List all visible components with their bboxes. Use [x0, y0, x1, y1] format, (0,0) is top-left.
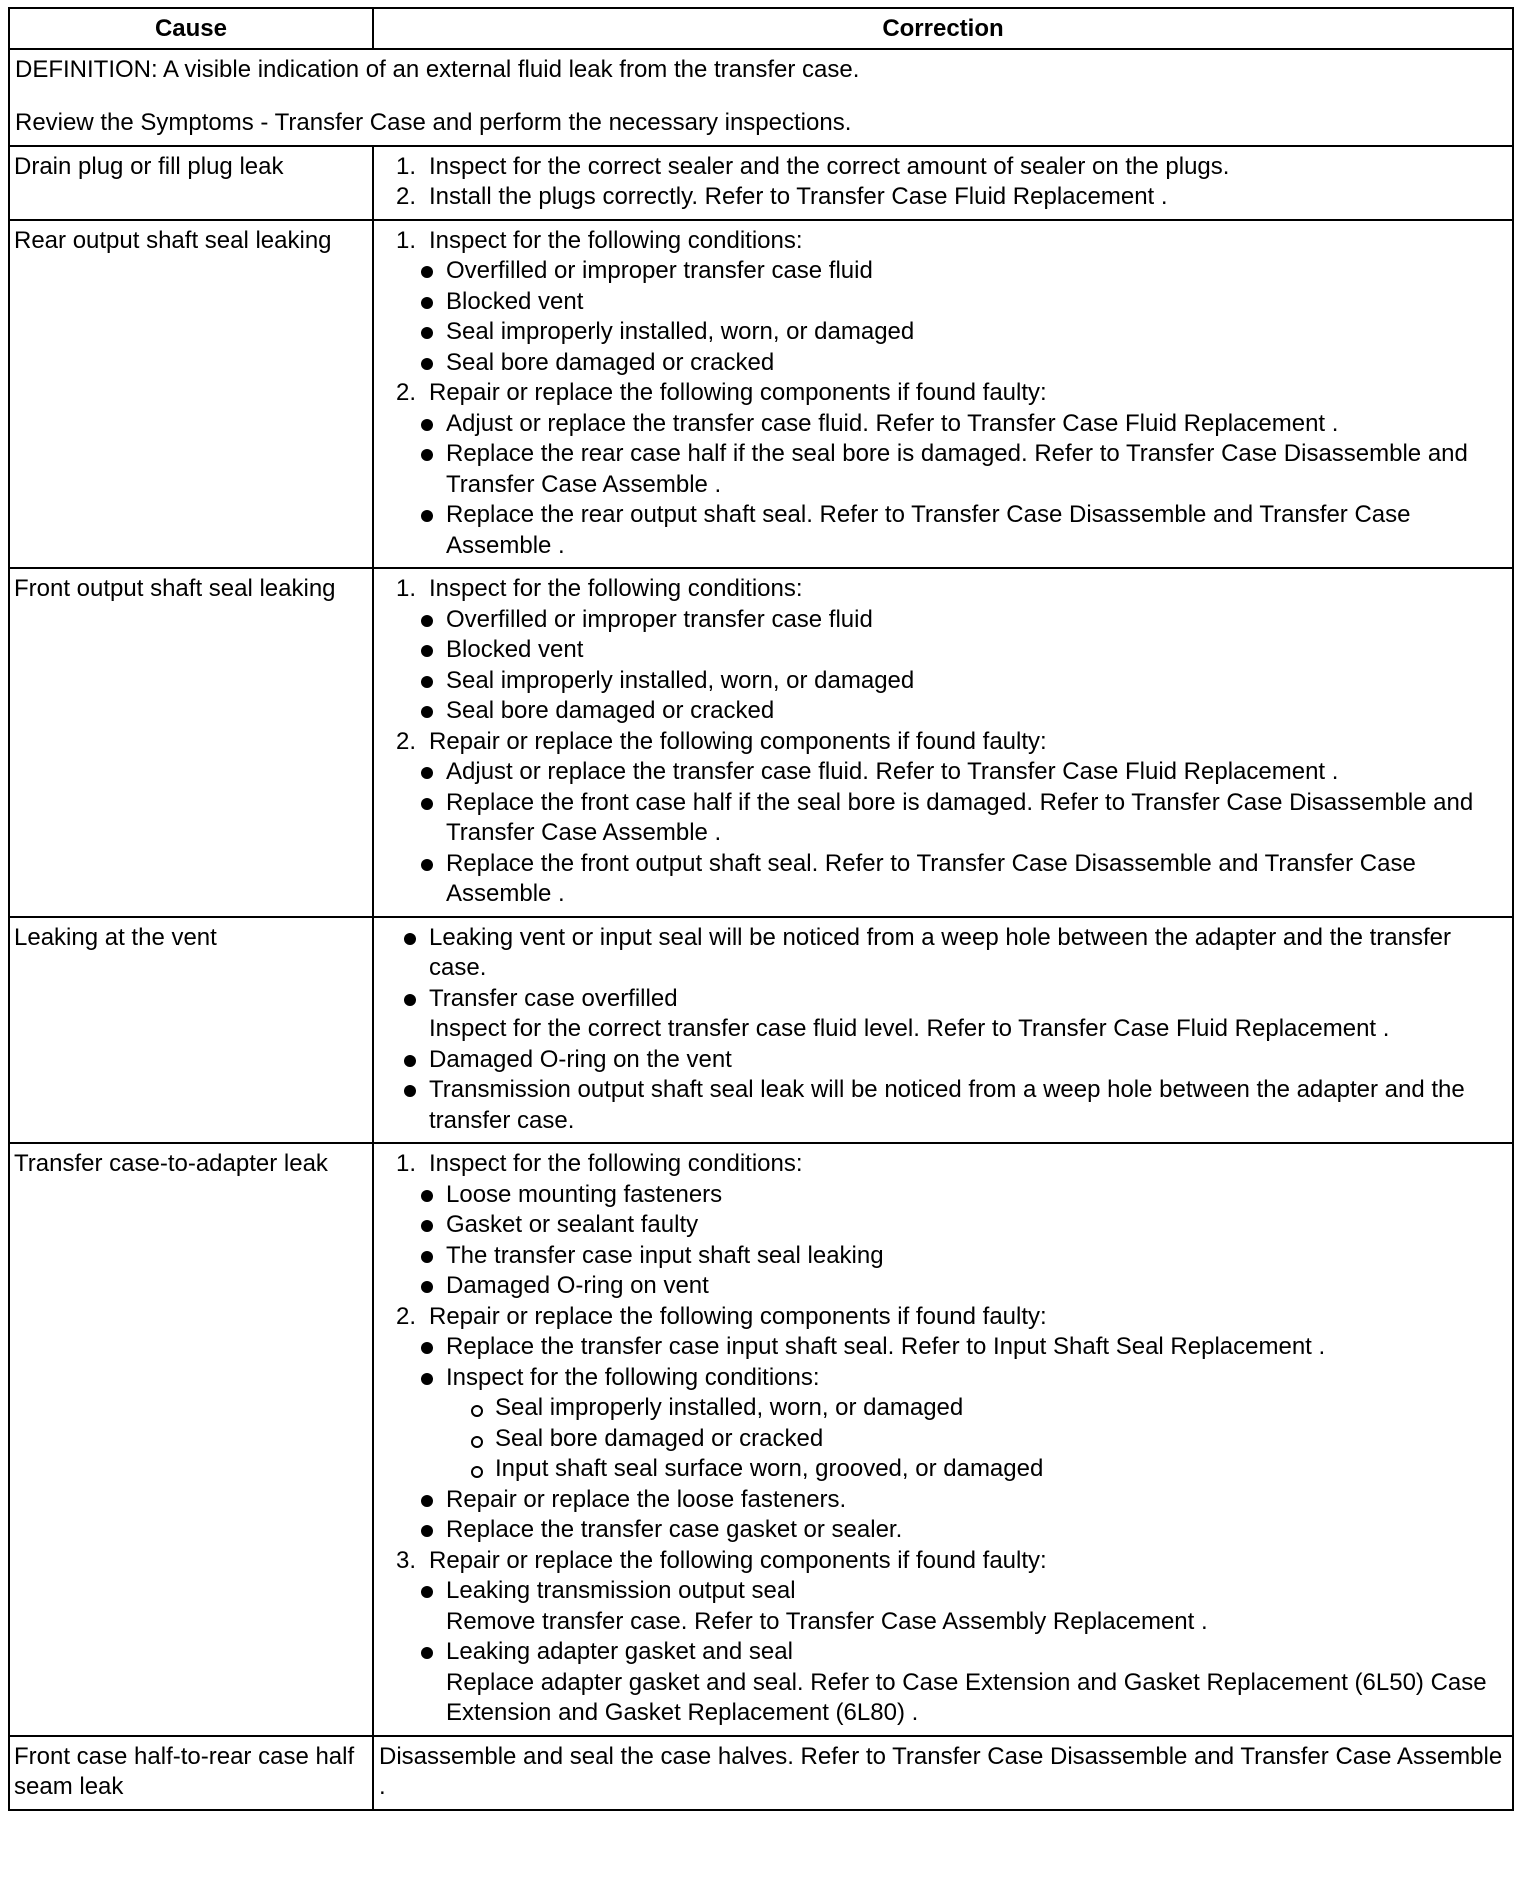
bullet-icon [421, 645, 433, 657]
cause-cell: Leaking at the vent [9, 917, 373, 1144]
bullet-icon [421, 1586, 433, 1598]
correction-cell [373, 220, 1513, 569]
bullet-item: Blocked vent [413, 287, 1507, 318]
table-row [9, 146, 1513, 220]
step-item: 2. Repair or replace the following components if found faulty: [396, 727, 1047, 755]
bullet-item: Gasket or sealant faulty [413, 1210, 1507, 1241]
definition-cell [9, 49, 1513, 146]
cause-cell: Transfer case-to-adapter leak [9, 1143, 373, 1736]
correction-cell [373, 146, 1513, 220]
bullet-icon [421, 510, 433, 522]
bullet-item: Replace the transfer case gasket or sealer. [413, 1515, 1507, 1546]
table-row [9, 917, 1513, 1144]
circle-bullet-icon [471, 1405, 483, 1417]
correction-cell [373, 568, 1513, 917]
bullet-item: Overfilled or improper transfer case fluid [413, 605, 1507, 636]
bullet-item: Seal improperly installed, worn, or damaged [413, 666, 1507, 697]
bullet-icon [404, 933, 416, 945]
step-item: 2. Repair or replace the following components if found faulty: [396, 379, 1047, 406]
correction-cell [373, 1143, 1513, 1736]
bullet-icon [421, 327, 433, 339]
circle-bullet-icon [471, 1436, 483, 1448]
bullet-icon [421, 798, 433, 810]
bullet-item: The transfer case input shaft seal leaking [413, 1241, 1507, 1272]
bullet-item: Replace the rear case half if the seal bore is damaged. Refer to Transfer Case Disassemble and Transfer Case Assemble . [413, 439, 1507, 500]
cause-cell: Front output shaft seal leaking [9, 568, 373, 917]
bullet-item: Adjust or replace the transfer case fluid. Refer to Transfer Case Fluid Replacement . [413, 409, 1507, 440]
bullet-item: Loose mounting fasteners [413, 1180, 1507, 1211]
bullet-icon [421, 1373, 433, 1385]
table-row [9, 568, 1513, 917]
bullet-item: Replace the front case half if the seal bore is damaged. Refer to Transfer Case Disassemble and Transfer Case Assemble . [413, 788, 1507, 849]
step-item: 1. Inspect for the following conditions: [396, 575, 803, 602]
bullet-item: Leaking adapter gasket and seal Replace adapter gasket and seal. Refer to Case Extension and Gasket Replacement (6L50) Case Extension and Gasket Replacement (6L80) . [413, 1637, 1507, 1729]
definition-row [9, 49, 1513, 146]
bullet-item: Replace the front output shaft seal. Refer to Transfer Case Disassemble and Transfer Case Assemble . [413, 849, 1507, 910]
bullet-icon [421, 297, 433, 309]
bullet-icon [421, 767, 433, 779]
bullet-item: Inspect for the following conditions: Seal improperly installed, worn, or damaged Seal bore damaged or cracked Input shaft seal surface worn, grooved, or damaged [413, 1363, 1507, 1485]
bullet-icon [421, 1495, 433, 1507]
table-row [9, 220, 1513, 569]
bullet-icon [421, 419, 433, 431]
bullet-item: Blocked vent [413, 635, 1507, 666]
review-text: Review the Symptoms - Transfer Case and perform the necessary inspections. [15, 109, 852, 136]
bullet-icon [421, 1525, 433, 1537]
correction-cell: Disassemble and seal the case halves. Refer to Transfer Case Disassemble and Transfer Case Assemble . [373, 1736, 1513, 1810]
table-row [9, 1143, 1513, 1736]
bullet-item: Repair or replace the loose fasteners. [413, 1485, 1507, 1516]
bullet-icon [421, 1220, 433, 1232]
bullet-icon [421, 706, 433, 718]
definition-text: DEFINITION: A visible indication of an external fluid leak from the transfer case. [15, 55, 860, 83]
cause-header: Cause [9, 8, 373, 49]
bullet-icon [421, 1190, 433, 1202]
bullet-item: Transfer case overfilled Inspect for the correct transfer case fluid level. Refer to Transfer Case Fluid Replacement . [396, 984, 1507, 1045]
bullet-icon [421, 1281, 433, 1293]
step-item: 1. Inspect for the correct sealer and the correct amount of sealer on the plugs. [396, 152, 1230, 180]
correction-header: Correction [373, 8, 1513, 49]
bullet-icon [404, 1085, 416, 1097]
sub-bullet-item: Seal bore damaged or cracked [462, 1424, 1507, 1455]
sub-bullet-item: Seal improperly installed, worn, or damaged [462, 1393, 1507, 1424]
bullet-icon [421, 266, 433, 278]
bullet-item: Seal bore damaged or cracked [413, 348, 1507, 379]
step-item: 1. Inspect for the following conditions: [396, 1150, 803, 1177]
bullet-icon [421, 1342, 433, 1354]
bullet-item: Damaged O-ring on vent [413, 1271, 1507, 1302]
table-row [9, 1736, 1513, 1810]
step-item: 2. Repair or replace the following components if found faulty: [396, 1302, 1047, 1330]
header-row [9, 8, 1513, 49]
bullet-icon [421, 358, 433, 370]
diagnostic-table [8, 7, 1514, 1811]
bullet-item: Leaking vent or input seal will be noticed from a weep hole between the adapter and the transfer case. [396, 923, 1507, 984]
bullet-item: Transmission output shaft seal leak will be noticed from a weep hole between the adapter and the transfer case. [396, 1075, 1507, 1136]
correction-cell [373, 917, 1513, 1144]
cause-cell: Front case half-to-rear case half seam leak [9, 1736, 373, 1810]
bullet-item: Replace the transfer case input shaft seal. Refer to Input Shaft Seal Replacement . [413, 1332, 1507, 1363]
bullet-item: Replace the rear output shaft seal. Refer to Transfer Case Disassemble and Transfer Case Assemble . [413, 500, 1507, 561]
step-item: 3. Repair or replace the following components if found faulty: [396, 1546, 1047, 1574]
bullet-icon [421, 615, 433, 627]
bullet-icon [404, 1055, 416, 1067]
sub-bullet-item: Input shaft seal surface worn, grooved, or damaged [462, 1454, 1507, 1485]
bullet-item: Seal improperly installed, worn, or damaged [413, 317, 1507, 348]
bullet-icon [421, 859, 433, 871]
bullet-item: Leaking transmission output seal Remove transfer case. Refer to Transfer Case Assembly Replacement . [413, 1576, 1507, 1637]
circle-bullet-icon [471, 1466, 483, 1478]
cause-cell: Rear output shaft seal leaking [9, 220, 373, 569]
bullet-item: Seal bore damaged or cracked [413, 696, 1507, 727]
cause-cell: Drain plug or fill plug leak [9, 146, 373, 220]
bullet-item: Adjust or replace the transfer case fluid. Refer to Transfer Case Fluid Replacement . [413, 757, 1507, 788]
bullet-icon [421, 1251, 433, 1263]
bullet-item: Damaged O-ring on the vent [396, 1045, 1507, 1076]
bullet-item: Overfilled or improper transfer case fluid [413, 256, 1507, 287]
bullet-icon [421, 676, 433, 688]
bullet-icon [421, 449, 433, 461]
step-item: 1. Inspect for the following conditions: [396, 226, 803, 254]
bullet-icon [421, 1647, 433, 1659]
bullet-icon [404, 994, 416, 1006]
step-item: 2. Install the plugs correctly. Refer to Transfer Case Fluid Replacement . [396, 183, 1168, 210]
